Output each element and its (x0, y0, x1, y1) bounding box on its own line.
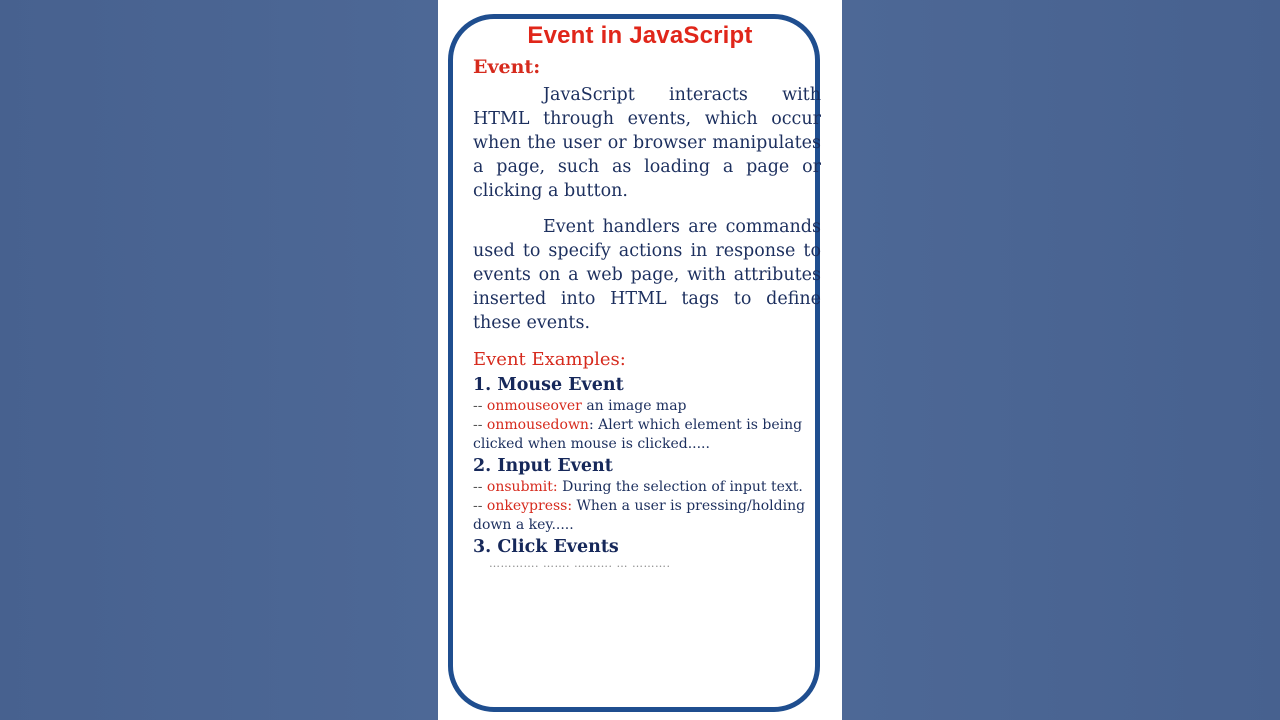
event-name: onmousedown (486, 417, 589, 433)
example-line: -- onsubmit: During the selection of input text. (473, 479, 803, 495)
event-name: onsubmit: (486, 479, 558, 495)
example-line: -- onmousedown: Alert which element is being clicked when mouse is clicked..... (473, 417, 803, 452)
example-mouse-event (473, 373, 821, 454)
document-page (438, 0, 842, 720)
example-input-event (473, 454, 821, 535)
content-area (473, 56, 821, 570)
example-title: 1. Mouse Event (473, 375, 624, 395)
paragraph-1: JavaScript interacts with HTML through events, which occur when the user or browser manipulates a page, such as loading a page or clicking a button. (473, 85, 821, 201)
section-heading: Event: (473, 56, 541, 78)
background-left (0, 0, 438, 720)
page-title: Event in JavaScript (527, 22, 753, 49)
event-name: onkeypress: (486, 498, 573, 514)
example-line: -- onmouseover an image map (473, 398, 687, 414)
paragraph-2: Event handlers are commands used to specify actions in response to events on a web page, with attributes inserted into HTML tags to define these events. (473, 217, 821, 333)
example-line: -- onkeypress: When a user is pressing/holding down a key..... (473, 498, 806, 533)
example-title: 3. Click Events (473, 537, 619, 557)
example-click-events (473, 535, 821, 570)
example-title: 2. Input Event (473, 456, 613, 476)
examples-label: Event Examples: (473, 349, 626, 370)
trailing-dots: …………. ……. ………. … ………. (489, 557, 671, 570)
event-name: onmouseover (486, 398, 582, 414)
background-right (842, 0, 1280, 720)
